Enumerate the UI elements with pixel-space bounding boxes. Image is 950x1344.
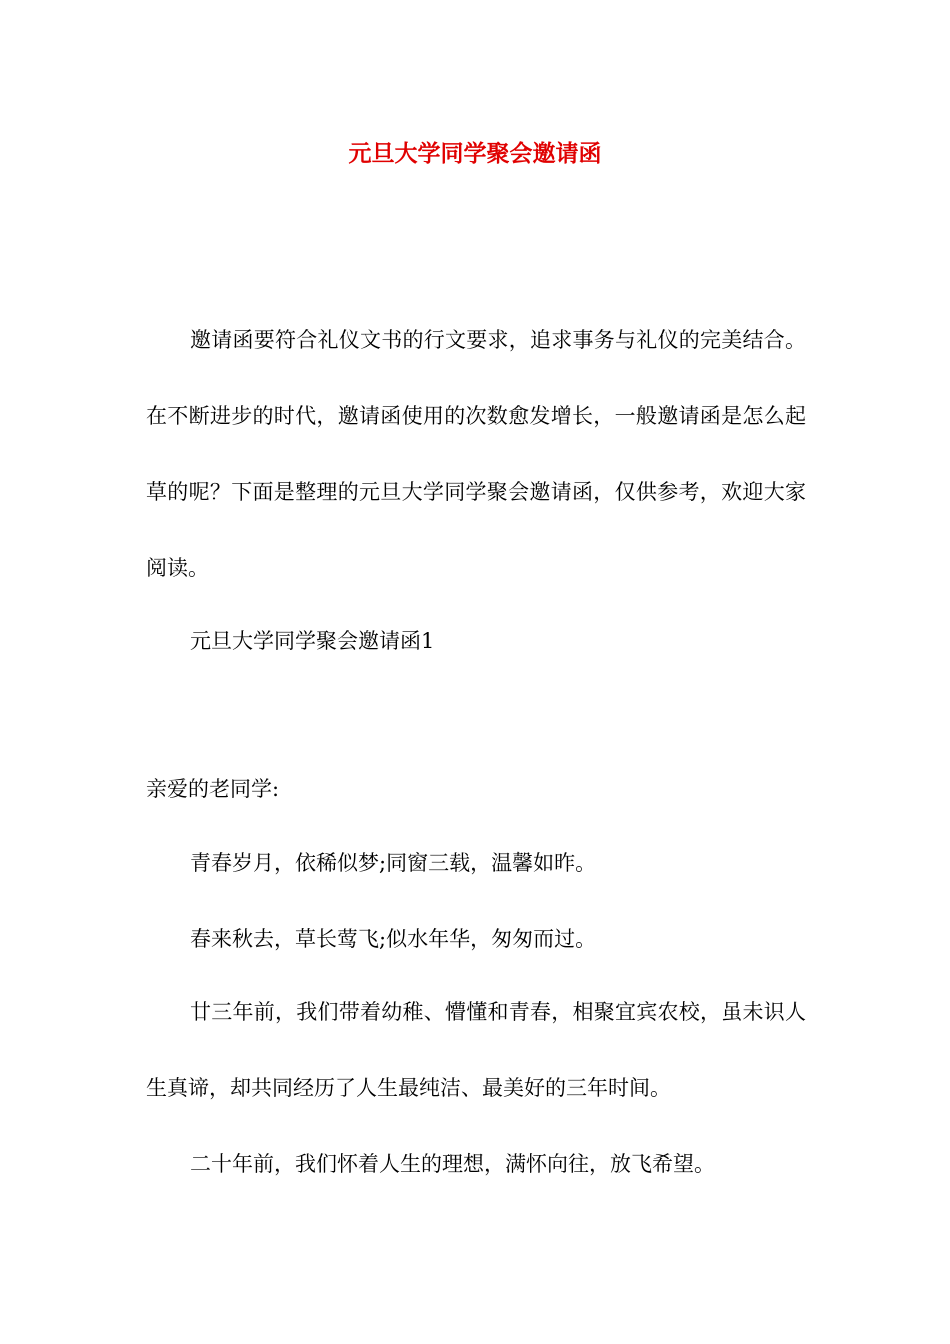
document-title: 元旦大学同学聚会邀请函 (348, 140, 602, 167)
body-paragraph-3: 廿三年前，我们带着幼稚、懵懂和青春，相聚宜宾农校，虽未识人生真谛，却共同经历了人生最纯洁、最美好的三年时间。 (146, 1000, 806, 1100)
salutation: 亲爱的老同学: (146, 777, 280, 801)
body-line-2: 春来秋去，草长莺飞;似水年华，匆匆而过。 (190, 927, 597, 951)
intro-paragraph: 邀请函要符合礼仪文书的行文要求，追求事务与礼仪的完美结合。在不断进步的时代，邀请函使用的次数愈发增长，一般邀请函是怎么起草的呢？下面是整理的元旦大学同学聚会邀请函，仅供参考，欢迎大家阅读。 (146, 328, 806, 580)
body-line-1: 青春岁月，依稀似梦;同窗三载，温馨如昨。 (190, 851, 597, 875)
section-heading: 元旦大学同学聚会邀请函1 (190, 629, 435, 653)
body-line-4: 二十年前，我们怀着人生的理想，满怀向往，放飞希望。 (190, 1152, 715, 1176)
